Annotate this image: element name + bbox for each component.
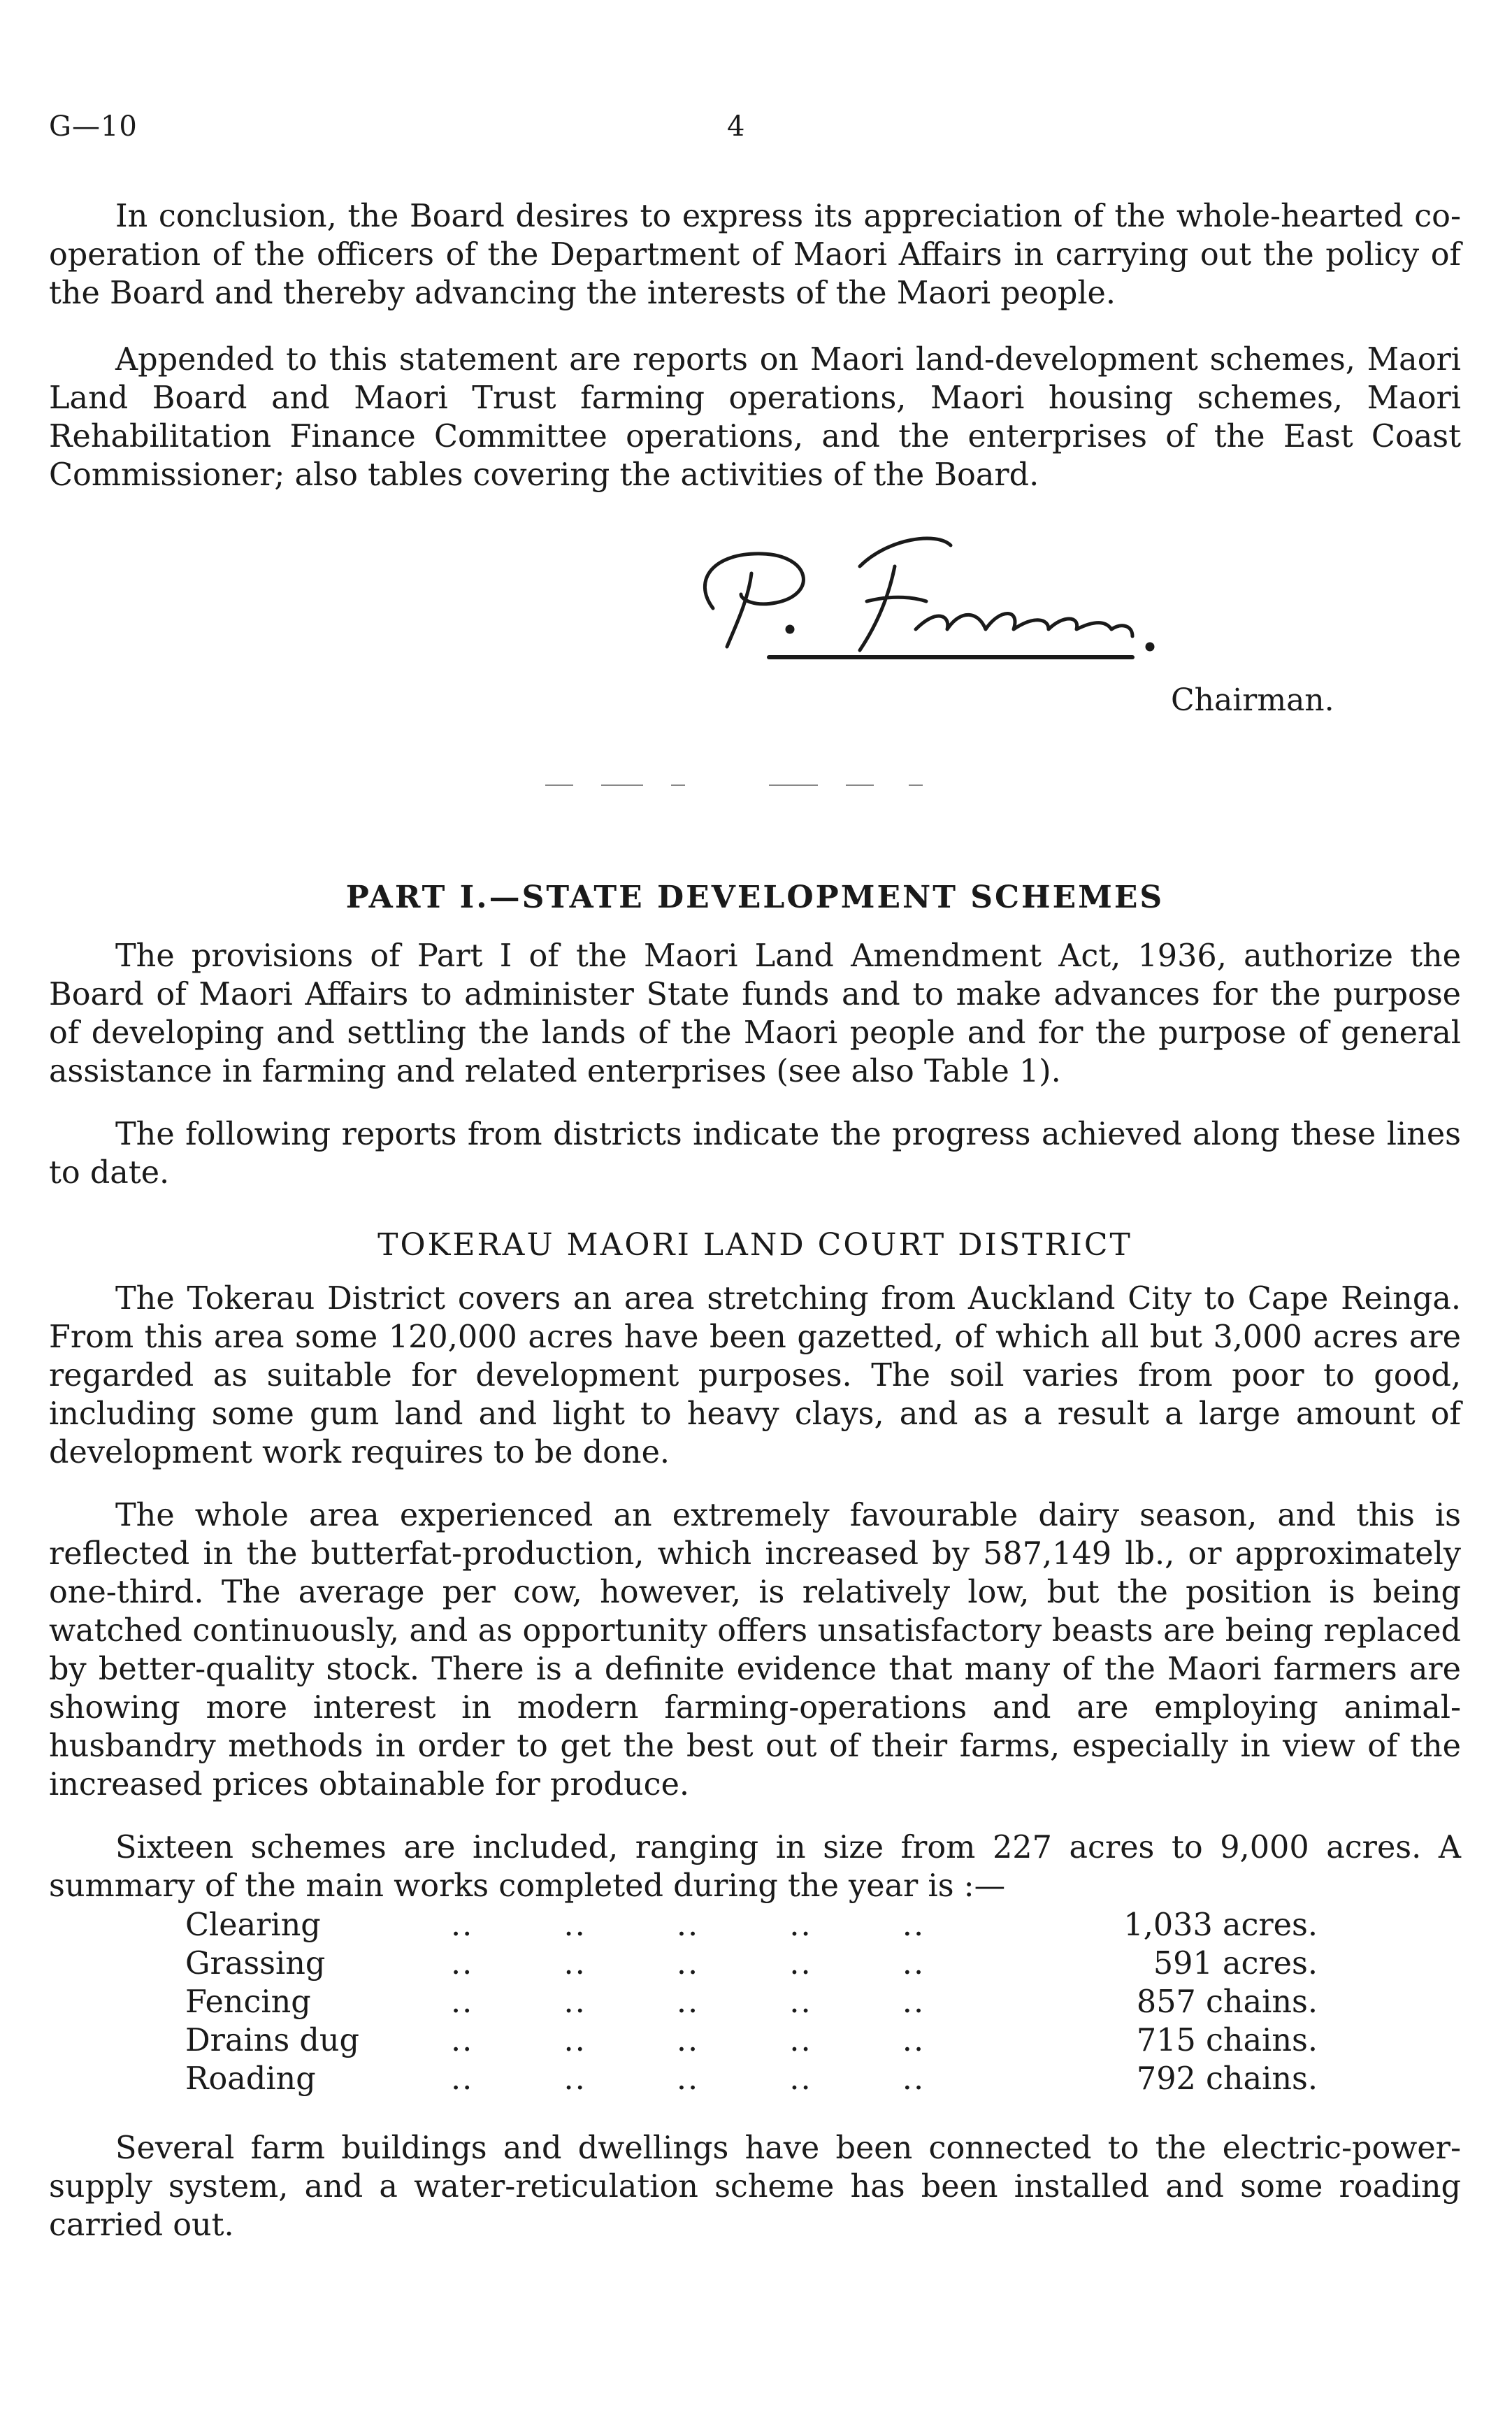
paragraph-provisions: The provisions of Part I of the Maori Land Amendment Act, 1936, authorize the Board of Maori Affairs to administer State funds and to make advances for the purpose of developing and settling the lands of the Maori people and for the purpose of general assistance in farming and related enterprises (see also Table 1). bbox=[49, 938, 1461, 1089]
work-amount: 591 acres. bbox=[1153, 1946, 1318, 1982]
work-amount: 857 chains. bbox=[1136, 1984, 1318, 2020]
district-heading: TOKERAU MAORI LAND COURT DISTRICT bbox=[377, 1227, 1132, 1263]
dot-leader: .. .. .. .. .. bbox=[451, 2023, 926, 2058]
paragraph-tokerau-area: The Tokerau District covers an area stretching from Auckland City to Cape Reinga. From this area some 120,000 acres have been gazetted, of which all but 3,000 acres are regarded as suitable for development purposes. The soil varies from poor to good, including some gum land and light to heavy clays, and as a result a large amount of development work requires to be done. bbox=[49, 1281, 1461, 1470]
part-heading: PART I.—STATE DEVELOPMENT SCHEMES bbox=[345, 880, 1165, 915]
dot-leader: .. .. .. .. .. bbox=[451, 1946, 926, 1982]
work-label: Drains dug bbox=[185, 2023, 359, 2058]
paragraph-dairy-season: The whole area experienced an extremely favourable dairy season, and this is reflected in the butterfat-production, which increased by 587,149 lb., or approximately one-third. The average per cow, however, is relatively low, but the position is being watched continuously, and as opportunity offers unsatisfactory beasts are being replaced by better-quality stock. There is a definite evidence that many of the Maori farmers are showing more interest in modern farming-operations and are employing animal-husbandry methods in order to get the best out of their farms, especially in view of the increased prices obtainable for produce. bbox=[49, 1498, 1461, 1803]
table-row bbox=[185, 1906, 1318, 1944]
work-amount: 792 chains. bbox=[1136, 2061, 1318, 2097]
dot-leader: .. .. .. .. .. bbox=[451, 1984, 926, 2020]
paragraph-sixteen-schemes: Sixteen schemes are included, ranging in size from 227 acres to 9,000 acres. A summary of the main works completed during the year is :— bbox=[49, 1830, 1461, 1904]
page-number: 4 bbox=[727, 110, 745, 143]
work-amount: 715 chains. bbox=[1136, 2023, 1318, 2058]
work-amount: 1,033 acres. bbox=[1123, 1907, 1318, 1943]
paragraph-appended: Appended to this statement are reports on Maori land-development schemes, Maori Land Board and Maori Trust farming operations, Maori housing schemes, Maori Rehabilitation Finance Committee operations, and the enterprises of the East Coast Commissioner; also tables covering the activities of the Board. bbox=[49, 342, 1461, 493]
table-row bbox=[185, 2021, 1318, 2060]
paragraph-following: The following reports from districts indicate the progress achieved along these lines to date. bbox=[49, 1117, 1461, 1191]
chairman-signature bbox=[685, 524, 1258, 664]
work-label: Grassing bbox=[185, 1946, 326, 1982]
work-label: Roading bbox=[185, 2061, 316, 2097]
work-label: Fencing bbox=[185, 1984, 311, 2020]
works-summary-table bbox=[185, 1906, 1318, 2098]
signatory-title: Chairman. bbox=[1171, 682, 1334, 718]
document-code: G—10 bbox=[49, 110, 138, 143]
dot-leader: .. .. .. .. .. bbox=[451, 1907, 926, 1943]
table-row bbox=[185, 2060, 1318, 2098]
dot-leader: .. .. .. .. .. bbox=[451, 2061, 926, 2097]
table-row bbox=[185, 1983, 1318, 2021]
table-row bbox=[185, 1944, 1318, 1983]
paragraph-conclusion: In conclusion, the Board desires to express its appreciation of the whole-hearted co-operation of the officers of the Department of Maori Affairs in carrying out the policy of the Board and thereby advancing the interests of the Maori people. bbox=[49, 199, 1461, 311]
section-divider bbox=[545, 783, 937, 787]
work-label: Clearing bbox=[185, 1907, 321, 1943]
paragraph-farm-buildings: Several farm buildings and dwellings have been connected to the electric-power-supply system, and a water-reticulation scheme has been installed and some roading carried out. bbox=[49, 2130, 1461, 2243]
